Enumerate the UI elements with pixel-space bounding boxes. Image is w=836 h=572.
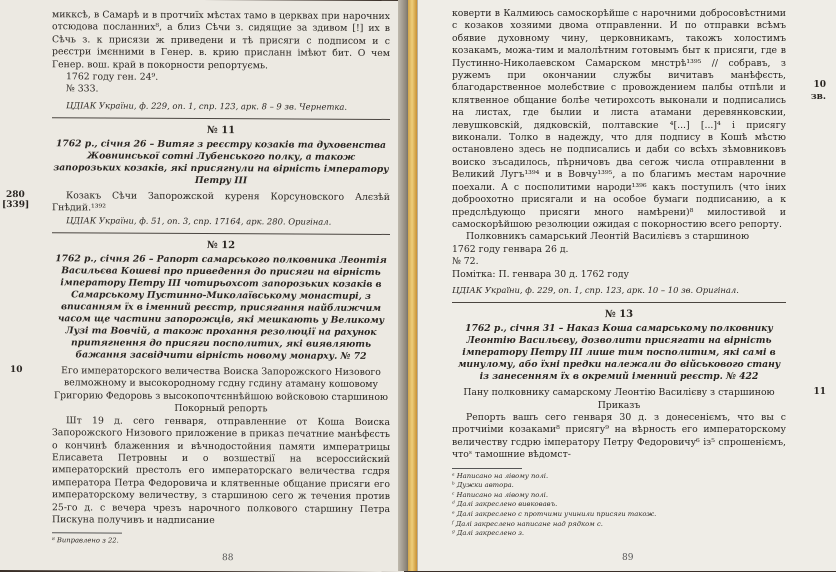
page-number: 88 [222,553,234,564]
document-number: № 12 [206,240,236,252]
doc-number-line: № 333. [66,83,99,95]
archive-source: ЦДІАК України, ф. 51, оп. 3, спр. 17164, арк. 280. Оригінал. [66,215,332,227]
left-page [0,0,404,572]
document-number: № 11 [206,125,236,137]
doc-number-line: № 72. [452,256,479,268]
archive-source: ЦДІАК України, ф. 229, оп. 1, спр. 123, арк. 8 – 9 зв. Чернетка. [66,100,348,112]
document-body: Шт 19 д. сего генваря, отправленние от Коша Воиска Запорожского Низового приложение в приказ печатние манѣфєсть о кончинѣ блаженния и вѣчнодостойния памяти императрицы Елисавета Петровны и о возшествії на всероссийский императорский престолъ его императорскаго величества гсдря императора Петра Федоровича и клятвенные общание присяги его императорскому величеству, з старшиною сего ж течения против 25-го д. с вечера чрезъ нарочного полкового старшину Петра Пискуна получивъ и надписание [52,414,390,527]
document-number: № 13 [604,309,634,321]
footnote: ᵍ Далі закреслено з. [452,529,525,538]
divider [52,232,390,235]
footnote: ᶜ Написано на лівому полі. [452,490,548,499]
margin-folio-bracket: [339] [2,199,30,211]
right-page [412,0,836,571]
document-title: 1762 р., січня 31 – Наказ Коша самарському полковнику Леонтію Васильєву, дозволити присягати на вірність імператору Петру III лише тим посполитим, які самі в минулому, або їхні предки належали до військового стану із занесенням їх в окремий іменний реєстр. № 422 [457,323,781,383]
margin-folio-verso: зв. [810,92,826,102]
footnote-rule [452,468,522,469]
address-line: Его императорского величества Воиска Запорожского Низового велможному и высокородному гсдну гсдину атаману кошовому Григорию Федоровь з высокопочтєннѣйшою войсковою старшиною [53,365,389,403]
divider [52,117,390,120]
footnote: ᶠ Далі закреслено написане над рядком с. [452,519,603,528]
address-line: Пану полковнику самарскому Леонтію Василієву з старшиною [463,387,775,399]
annotation-line: Помітка: П. генвара 30 д. 1762 году [452,268,630,280]
document-body: Репорть вашъ сего генваря 30 д. з донесеніємъ, что вы с протчиіми козаками⁸ присягу⁹ на вѣрность его императорскому величеству гсдрю імператору Петру Федоровичу⁶ із⁵ спрошеніємъ, чтоˢ тамошние вѣдомст- [452,411,786,461]
footnote: ᵉ Далі закреслено с протчими учинили присяги також. [452,509,657,518]
document-title: 1762 р., січня 26 – Витяг з реєстру козаків та духовенства Жовнинської сотні Лубенського полку, а також запорозьких козаків, які присягнули на вірність імператору Петру III [53,138,389,187]
date-line: 1762 году ген. 24⁹. [66,71,159,83]
divider [452,302,786,303]
bookmark-ribbon [408,0,417,571]
footnote: ⁸ Виправлено з 22. [52,536,119,545]
footnote: ᵃ Написано на лівому полі. [452,471,549,480]
document-text: Козакъ Сѣчи Запорожской куреня Корсуновского Алєзѣй Гнѣдий.¹³⁹² [52,190,390,214]
footnote-rule [52,533,122,534]
document-heading: Покорный репорть [174,403,268,415]
margin-folio: 280 [6,190,25,201]
date-line: 1762 году генвара 26 д. [452,243,569,255]
document-heading: Приказъ [597,399,641,411]
signature-line: Полковникъ самарський Леонтій Василієвъ з старшиною [466,231,750,243]
archive-source: ЦДІАК України, ф. 229, оп. 1, спр. 123, арк. 10 – 10 зв. Оригінал. [452,284,739,295]
page-number: 89 [622,553,634,563]
footnote: ᵇ Дужки автора. [452,481,514,490]
continued-paragraph: коверти в Калмиюсь самоскорѣйше с нарочними добросовѣстними с козаков хозяими двома отправленни. И по отправки всѣмъ обявие духовному чину, церковникамъ, такожъ холостимъ козакамъ, можа-тим и малолѣтним готовымъ быт к присяги, где в Пустинно-Николаевском Самарском мнстрѣ¹³⁹⁵ // собравъ, з ружемъ при окончании службы вичитавъ манѣфєсть, благодарственное молебствие с провождением палбы отпѣли и клятвенное общание болѣе четирохсоть выконали и подписались на листах, где былии и листа атамани деревянковскии, левушковскій, дядковскій, полтавские ⁴[...] [...]⁴ і присягу виконали. Толко в надежду, что для подпису в Кошѣ мѣстю остановлено здесь не подписались и даби со всѣхъ зѣмовниковъ воиско зъсадилось, пѣрничовъ два сегож числа отправленни в Великий Лугъ¹³⁹⁴ и в Вовчу¹³⁹⁵, а по благимъ местам нарочние поехали. А с посполитими народи¹³⁹⁶ какъ поступилъ (что іних доброохотно присягали и на особое бумаги подписанию, а к предслѣдующо присяги много намѣрени)⁸ милостивой и самоскорѣйшою резолюции ожидая с покорностию всего репорту. [452,8,786,230]
document-title: 1762 р., січня 26 – Рапорт самарського полковника Леонтія Васильєва Кошеві про приведення до присяги на вірність імператору Петру III чотирьохсот запорозьких козаків в Самарському Пустинно-Миколаївському монастирі, з вписанням їх в іменний реєстр, присягання найближчим часом ще частини запорожців, які мешкають у Великому Лузі та Вовчій, а також прохання резолюції на рахунок притягнення до присяги посполитих, які виявляють бажання засвідчити вірність новому монарху. № 72 [55,253,387,362]
continued-paragraph: микксѣ, в Самарѣ и в протчиїх мѣстах тамо в церквах при нарочних отсюдова посланних⁸, а близ Сѣчи з. сидящие за здивом [!] их в Сѣчь з. к присязи ж приведени и тѣ присяги с подписом и с реєстри імєнними в Генер. в. крию присланн імѣют бит. О чем Генер. вош. край в покорности репортуємь. [52,9,390,71]
footnote: ᵈ Далі закреслено вивковавъ. [452,500,558,509]
margin-folio: 10 [10,365,23,376]
margin-folio: 10 [813,80,826,90]
margin-folio: 11 [813,387,826,398]
